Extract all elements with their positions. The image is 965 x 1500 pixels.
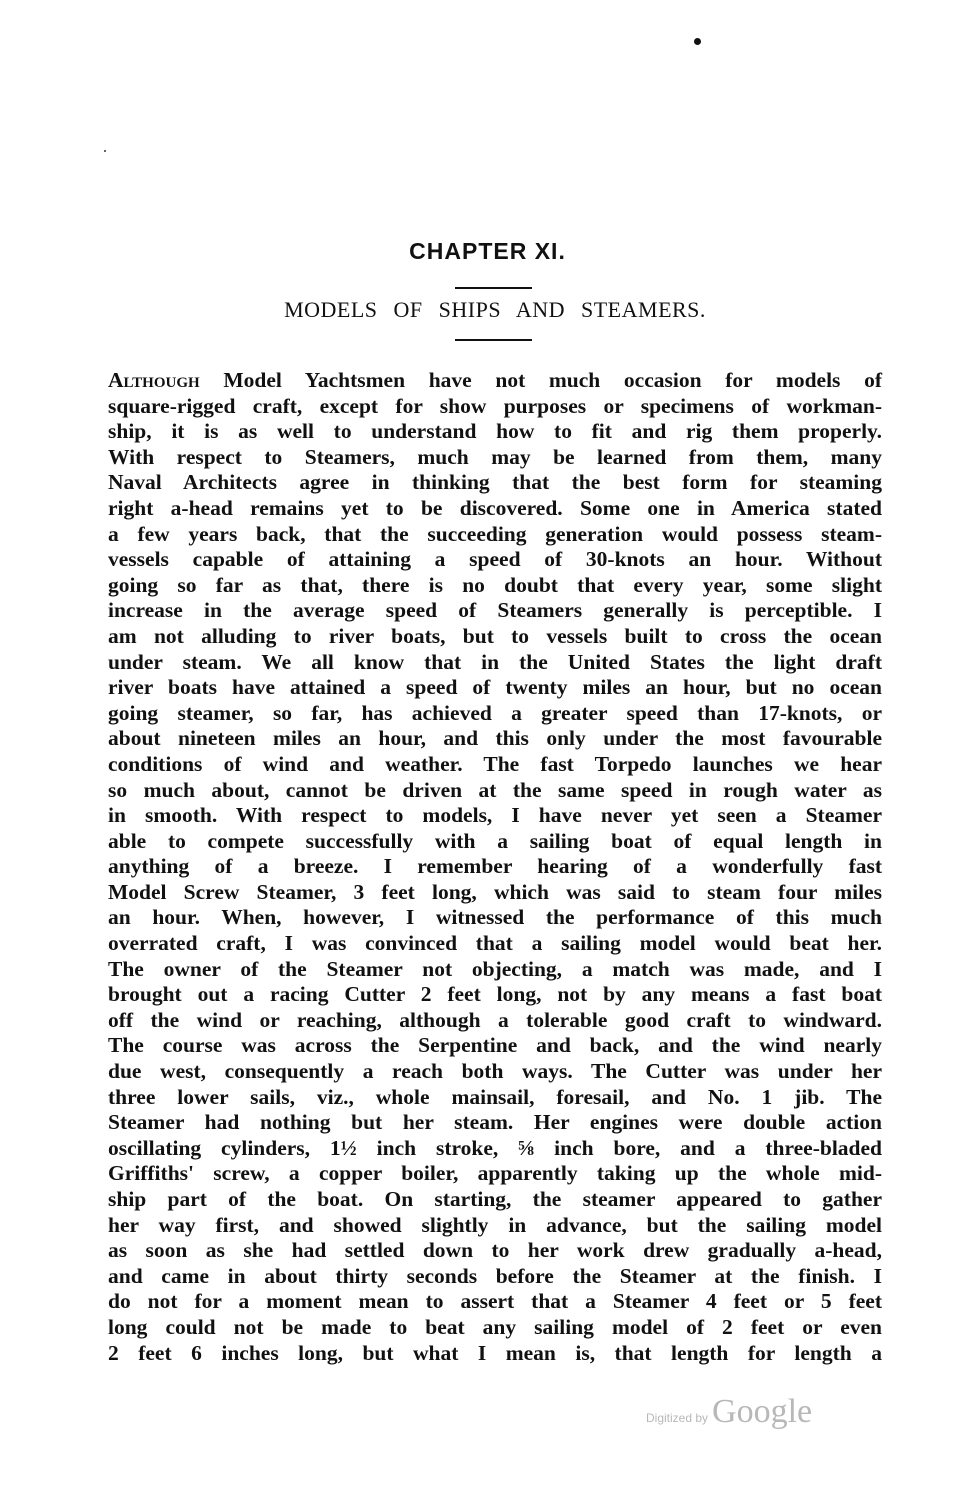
text-line	[108, 1033, 882, 1059]
line-text: about nineteen miles an hour, and this only under the most favourable	[108, 726, 882, 751]
line-text: am not alluding to river boats, but to vessels built to cross the ocean	[108, 623, 882, 648]
line-text: Griffiths' screw, a copper boiler, apparently taking up the whole mid-	[108, 1161, 882, 1186]
line-text: square-rigged craft, except for show purposes or specimens of workman-	[108, 393, 882, 418]
line-text: a few years back, that the succeeding generation would possess steam-	[108, 521, 882, 546]
text-line	[108, 598, 882, 624]
text-line	[108, 1136, 882, 1162]
text-line	[108, 905, 882, 931]
line-text: Steamer had nothing but her steam. Her engines were double action	[108, 1110, 882, 1135]
text-line	[108, 1110, 882, 1136]
text-line	[108, 1187, 882, 1213]
text-line	[108, 957, 882, 983]
line-text: ship part of the boat. On starting, the steamer appeared to gather	[108, 1187, 882, 1211]
chapter-title: MODELS OF SHIPS AND STEAMERS.	[284, 297, 706, 322]
line-text: The course was across the Serpentine and back, and the wind nearly	[108, 1033, 882, 1058]
text-line	[108, 726, 882, 752]
text-line	[108, 496, 882, 522]
line-text: Naval Architects agree in thinking that the best form for steaming	[108, 470, 882, 495]
line-text: increase in the average speed of Steamers generally is perceptible. I	[108, 598, 882, 623]
text-line	[108, 419, 882, 445]
text-line	[108, 675, 882, 701]
line-text: her way first, and showed slightly in advance, but the sailing model	[108, 1212, 882, 1237]
text-line	[108, 1008, 882, 1034]
text-line	[108, 880, 882, 906]
line-text: right a-head remains yet to be discovered. Some one in America stated	[108, 495, 882, 520]
text-line	[108, 1238, 882, 1264]
text-line	[108, 931, 882, 957]
line-text: vessels capable of attaining a speed of 30-knots an hour. Without	[108, 547, 882, 572]
watermark-brand: Google	[712, 1393, 813, 1430]
chapter-heading: CHAPTER XI.	[409, 238, 566, 264]
text-line	[108, 394, 882, 420]
line-text: oscillating cylinders, 1½ inch stroke, ⅝ inch bore, and a three-bladed	[108, 1135, 882, 1160]
scan-speck	[694, 38, 701, 45]
text-line	[108, 778, 882, 804]
line-text: The owner of the Steamer not objecting, a match was made, and I	[108, 956, 882, 981]
text-line	[108, 547, 882, 573]
line-text: an hour. When, however, I witnessed the performance of this much	[108, 905, 882, 930]
text-line	[108, 650, 882, 676]
line-text: anything of a breeze. I remember hearing of a wonderfully fast	[108, 854, 882, 879]
line-text: river boats have attained a speed of twenty miles an hour, but no ocean	[108, 675, 882, 700]
text-line	[108, 1059, 882, 1085]
text-line	[108, 701, 882, 727]
line-text: under steam. We all know that in the United States the light draft	[108, 649, 882, 674]
text-line	[108, 1213, 882, 1239]
line-text: overrated craft, I was convinced that a sailing model would beat her.	[108, 931, 882, 956]
text-line	[108, 1085, 882, 1111]
line-text: going so far as that, there is no doubt that every year, some slight	[108, 572, 882, 597]
text-line	[108, 445, 882, 471]
line-text: off the wind or reaching, although a tolerable good craft to windward.	[108, 1007, 882, 1032]
digitized-by-google-watermark	[646, 1393, 812, 1431]
line-text: conditions of wind and weather. The fast Torpedo launches we hear	[108, 751, 882, 776]
divider	[455, 339, 532, 341]
line-text: brought out a racing Cutter 2 feet long, not by any means a fast boat	[108, 982, 882, 1007]
watermark-prefix: Digitized by	[646, 1411, 709, 1425]
line-text: With respect to Steamers, much may be learned from them, many	[108, 444, 882, 469]
text-line	[108, 1341, 882, 1367]
divider	[455, 287, 532, 289]
line-text: so much about, cannot be driven at the same speed in rough water as	[108, 777, 882, 802]
text-line	[108, 854, 882, 880]
text-line	[108, 1315, 882, 1341]
line-text: three lower sails, viz., whole mainsail, foresail, and No. 1 jib. The	[108, 1084, 882, 1109]
line-text: do not for a moment mean to assert that a Steamer 4 feet or 5 feet	[108, 1289, 882, 1314]
text-line	[108, 1264, 882, 1290]
text-line	[108, 1161, 882, 1187]
scan-speck	[104, 150, 106, 152]
line-text: ship, it is as well to understand how to fit and rig them properly.	[108, 419, 882, 444]
text-line	[108, 752, 882, 778]
text-line	[108, 522, 882, 548]
text-line	[108, 829, 882, 855]
line-text: long could not be made to beat any sailing model of 2 feet or even	[108, 1314, 882, 1339]
line-text: going steamer, so far, has achieved a greater speed than 17-knots, or	[108, 700, 882, 725]
line-text: as soon as she had settled down to her work drew gradually a-head,	[108, 1238, 882, 1263]
line-text: able to compete successfully with a sailing boat of equal length in	[108, 828, 882, 853]
line-text: due west, consequently a reach both ways. The Cutter was under her	[108, 1059, 882, 1084]
text-line	[108, 624, 882, 650]
line-text: 2 feet 6 inches long, but what I mean is, that length for length a	[108, 1340, 882, 1365]
lead-word: Although	[108, 368, 200, 392]
line-text: Model Yachtsmen have not much occasion for models of	[199, 368, 882, 392]
text-line	[108, 982, 882, 1008]
line-text: in smooth. With respect to models, I have never yet seen a Steamer	[108, 803, 882, 828]
text-line	[108, 803, 882, 829]
line-text: Model Screw Steamer, 3 feet long, which was said to steam four miles	[108, 879, 882, 904]
text-line	[108, 573, 882, 599]
text-line	[108, 470, 882, 496]
text-line	[108, 368, 882, 394]
body-text	[108, 368, 882, 1366]
line-text: and came in about thirty seconds before the Steamer at the finish. I	[108, 1263, 882, 1288]
text-line	[108, 1289, 882, 1315]
